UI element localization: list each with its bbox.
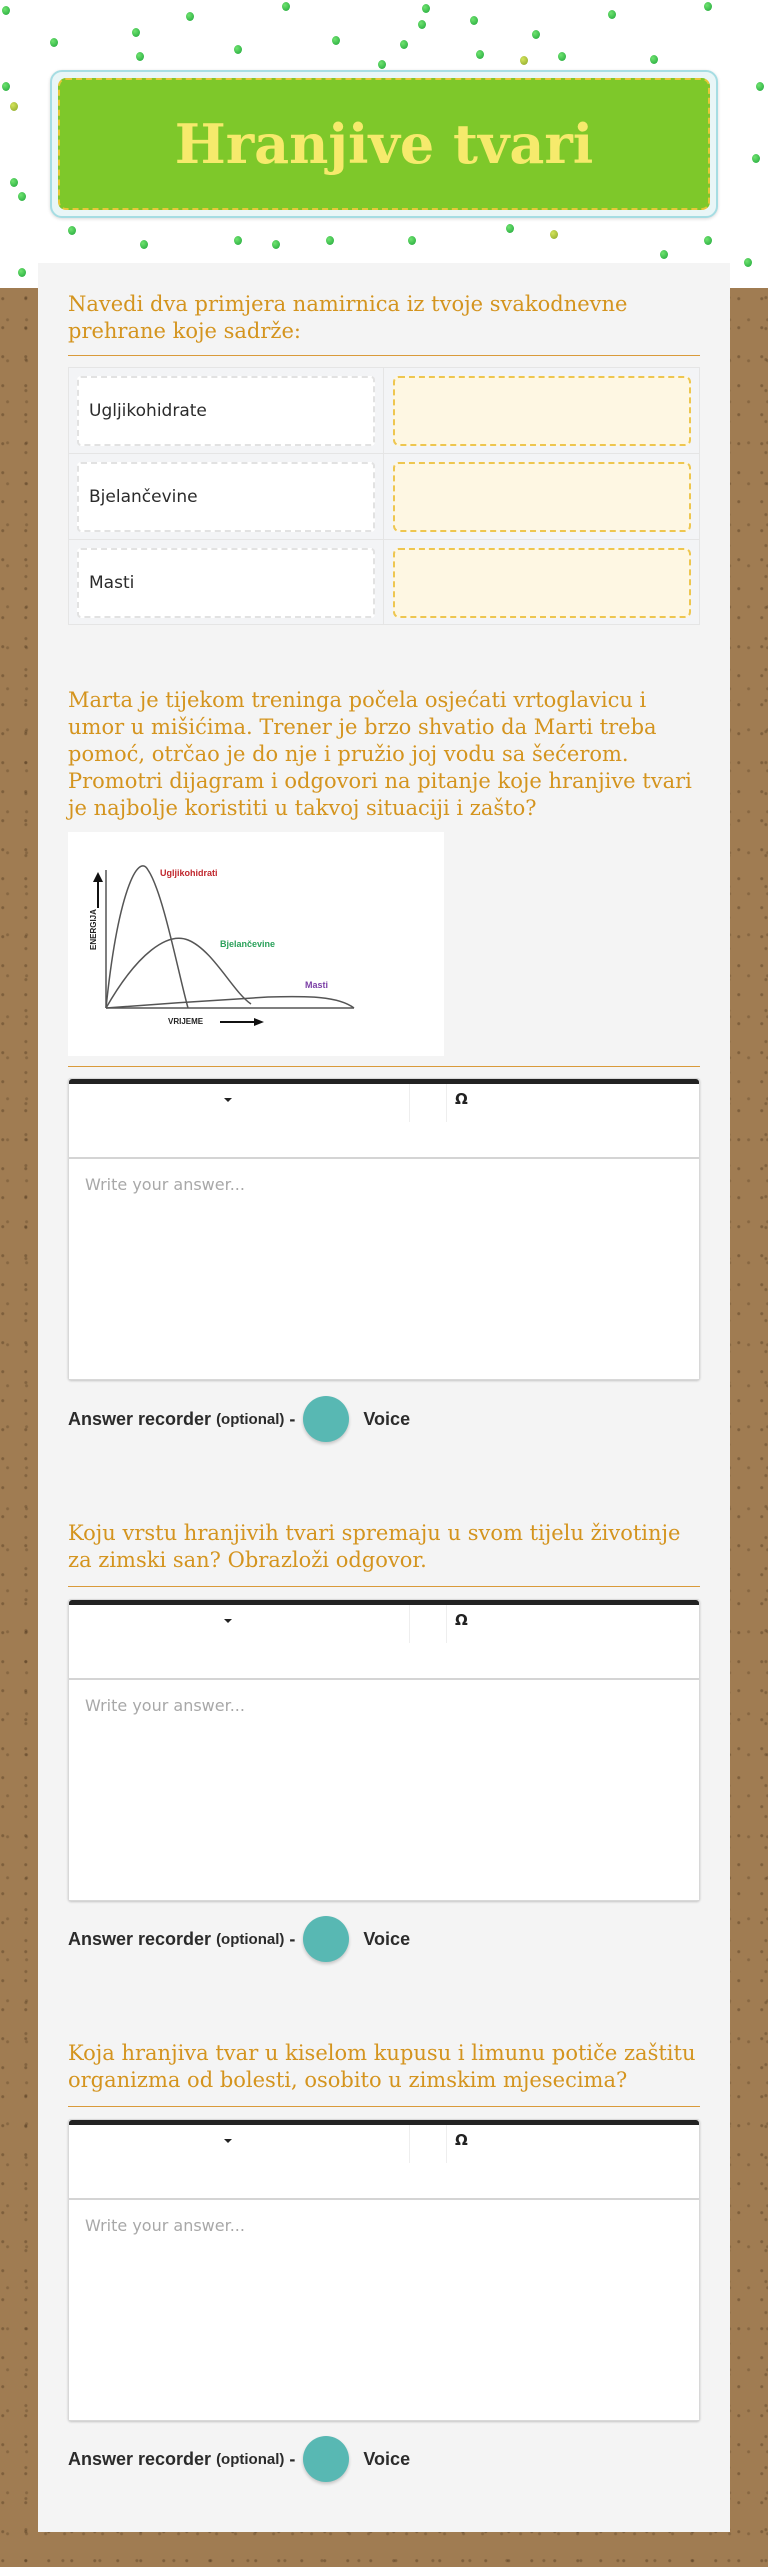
drop-zone[interactable]: [393, 462, 691, 532]
confetti-dot: [2, 82, 10, 91]
confetti-dot: [660, 250, 668, 259]
matching-row: [69, 454, 699, 540]
special-character-icon[interactable]: Ω: [455, 1090, 468, 1108]
confetti-dot: [422, 4, 430, 13]
answer-recorder: [68, 2434, 410, 2484]
confetti-dot: [2, 6, 10, 15]
recorder-dash: -: [289, 1928, 296, 1949]
answer-editor: [68, 1078, 700, 1380]
confetti-dot: [18, 192, 26, 201]
confetti-dot: [378, 60, 386, 69]
confetti-dot: [704, 2, 712, 11]
drop-zone[interactable]: [393, 548, 691, 618]
title-banner-inner: [58, 78, 710, 210]
answer-editor: [68, 1599, 700, 1901]
answer-input[interactable]: [69, 2202, 699, 2420]
toolbar-separator: [446, 1084, 447, 1122]
caret-down-icon: [224, 1098, 232, 1102]
matching-row: [69, 368, 699, 454]
question-2-divider: [68, 1066, 700, 1067]
toolbar-separator: [409, 2125, 410, 2163]
question-3-divider: [68, 1586, 700, 1587]
format-dropdown[interactable]: [69, 2125, 409, 2163]
confetti-dot: [282, 2, 290, 11]
drop-zone[interactable]: [393, 376, 691, 446]
confetti-dot: [10, 102, 18, 111]
toolbar-separator: [409, 1605, 410, 1643]
question-1-prompt: Navedi dva primjera namirnica iz tvoje svakodnevne prehrane koje sadrže:: [68, 292, 628, 343]
confetti-dot: [558, 52, 566, 61]
confetti-dot: [550, 230, 558, 239]
format-dropdown[interactable]: [69, 1605, 409, 1643]
answer-input[interactable]: [69, 1682, 699, 1900]
editor-toolbar: [69, 1605, 699, 1680]
confetti-dot: [418, 20, 426, 29]
confetti-dot: [186, 12, 194, 21]
confetti-dot: [756, 82, 764, 91]
series-label-carbs: Ugljikohidrati: [160, 868, 218, 878]
recorder-label: Answer recorder: [68, 1928, 212, 1949]
answer-recorder: [68, 1914, 410, 1964]
voice-label: Voice: [363, 2448, 411, 2469]
voice-label: Voice: [363, 1408, 411, 1429]
confetti-dot: [608, 10, 616, 19]
x-axis-label: VRIJEME: [168, 1017, 204, 1026]
confetti-dot: [532, 30, 540, 39]
editor-toolbar: [69, 1084, 699, 1159]
recorder-dash: -: [289, 2448, 296, 2469]
question-3-prompt: Koju vrstu hranjivih tvari spremaju u svom tijelu životinje za zimski san? Obrazloži odgovor.: [68, 1521, 681, 1572]
energy-time-chart: [68, 832, 444, 1056]
recorder-label: Answer recorder: [68, 1408, 212, 1429]
confetti-dot: [400, 40, 408, 49]
special-character-icon[interactable]: Ω: [455, 2131, 468, 2149]
confetti-dot: [136, 52, 144, 61]
record-button[interactable]: [303, 2436, 349, 2482]
confetti-dot: [132, 28, 140, 37]
recorder-dash: -: [289, 1408, 296, 1429]
term-card[interactable]: Masti: [77, 548, 375, 618]
recorder-optional: (optional): [216, 1410, 285, 1428]
answer-recorder: [68, 1394, 410, 1444]
caret-down-icon: [224, 1619, 232, 1623]
special-character-icon[interactable]: Ω: [455, 1611, 468, 1629]
confetti-dot: [68, 226, 76, 235]
series-label-proteins: Bjelančevine: [220, 939, 276, 949]
question-2-prompt: Marta je tijekom treninga počela osjećati vrtoglavicu i umor u mišićima. Trener je brzo shvatio da Marti treba pomoć, otrčao je do nje i pružio joj vodu sa šećerom. Promotri dijagram i odgovori na pitanje koje hranjive tvari je najbolje koristiti u takvoj situaciji i zašto?: [68, 688, 692, 820]
recorder-optional: (optional): [216, 2450, 285, 2468]
term-card[interactable]: Ugljikohidrate: [77, 376, 375, 446]
question-1-divider: [68, 355, 700, 356]
record-button[interactable]: [303, 1916, 349, 1962]
confetti-dot: [476, 50, 484, 59]
confetti-dot: [272, 240, 280, 249]
term-card[interactable]: Bjelančevine: [77, 462, 375, 532]
caret-down-icon: [224, 2139, 232, 2143]
format-dropdown[interactable]: [69, 1084, 409, 1122]
confetti-dot: [234, 45, 242, 54]
recorder-optional: (optional): [216, 1930, 285, 1948]
toolbar-separator: [409, 1084, 410, 1122]
confetti-dot: [650, 55, 658, 64]
worksheet-card: [38, 263, 730, 2532]
record-button[interactable]: [303, 1396, 349, 1442]
confetti-dot: [332, 36, 340, 45]
answer-input[interactable]: [69, 1161, 699, 1379]
confetti-dot: [752, 154, 760, 163]
confetti-dot: [18, 268, 26, 277]
confetti-dot: [704, 236, 712, 245]
editor-toolbar: [69, 2125, 699, 2200]
answer-editor: [68, 2119, 700, 2421]
confetti-dot: [10, 178, 18, 187]
confetti-dot: [326, 236, 334, 245]
confetti-dot: [520, 56, 528, 65]
question-4-divider: [68, 2106, 700, 2107]
question-4-prompt: Koja hranjiva tvar u kiselom kupusu i limunu potiče zaštitu organizma od bolesti, osobito u zimskim mjesecima?: [68, 2041, 696, 2092]
page-title: Hranjive tvari: [174, 112, 594, 176]
toolbar-separator: [446, 1605, 447, 1643]
confetti-dot: [50, 38, 58, 47]
confetti-dot: [470, 16, 478, 25]
matching-row: [69, 540, 699, 626]
voice-label: Voice: [363, 1928, 411, 1949]
confetti-dot: [234, 236, 242, 245]
toolbar-separator: [446, 2125, 447, 2163]
recorder-label: Answer recorder: [68, 2448, 212, 2469]
series-label-fats: Masti: [305, 980, 329, 990]
confetti-dot: [506, 224, 514, 233]
y-axis-label: ENERGIJA: [89, 909, 98, 950]
confetti-dot: [408, 236, 416, 245]
confetti-dot: [140, 240, 148, 249]
confetti-dot: [744, 258, 752, 267]
matching-table: [68, 367, 700, 625]
title-banner: [50, 70, 718, 218]
energy-diagram: [68, 832, 444, 1056]
